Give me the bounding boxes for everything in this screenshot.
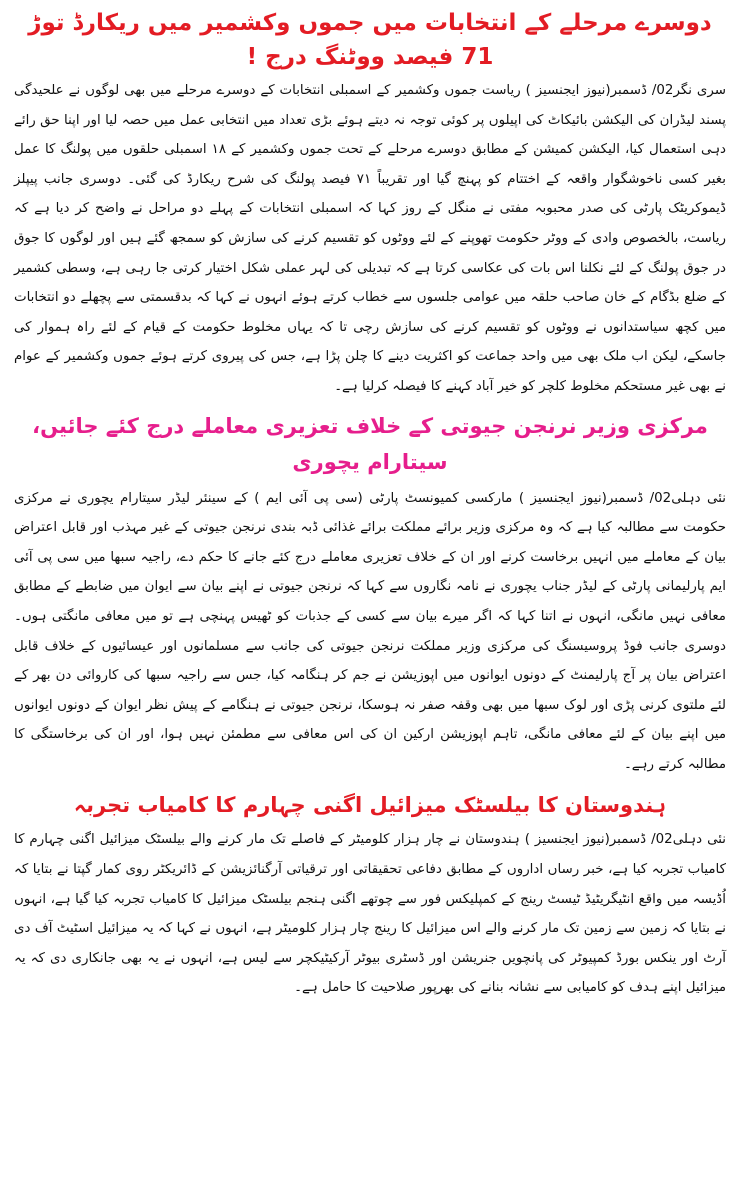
headline-election-jk: دوسرے مرحلے کے انتخابات میں جموں وکشمیر میں ریکارڈ توڑ 71 فیصد ووٹنگ درج ! xyxy=(28,10,712,70)
article-niranjan-jyoti xyxy=(14,408,726,780)
article-body-niranjan-jyoti: نئی دہلی02/ ڈسمبر(نیوز ایجنسیز ) مارکسی کمیونسٹ پارٹی (سی پی آئی ایم ) کے سینئر لیڈر سیتارام یچوری نے مرکزی حکومت سے مطالبہ کیا ہے کہ وہ مرکزی وزیر برائے مملکت برائے غذائی ڈبہ بندی نرنجن جیوتی کے غیر مہذب اور قابل اعتراض بیان کے معاملے میں انہیں برخاست کرنے اور ان کے خلاف تعزیری معاملے درج کئے جانے کا حکم دے، راجیہ سبھا میں سی پی آئی ایم پارلیمانی پارٹی کے لیڈر جناب یچوری نے نامہ نگاروں سے کہا کہ نرنجن جیوتی نے اپنے بیان سے ایوان میں ضابطے کے مطابق معافی نہیں مانگی، انہوں نے اتنا کہا کہ اگر میرے بیان سے کسی کے جذبات کو ٹھیس پہنچی ہے تو میں معافی مانگتی ہوں۔ دوسری جانب فوڈ پروسیسنگ کی مرکزی وزیر مملکت نرنجن جیوتی کی جانب سے مسلمانوں اور عیسائیوں کے خلاف قابل اعتراض بیان پر آج پارلیمنٹ کے دونوں ایوانوں میں اپوزیشن نے جم کر ہنگامہ کیا، جس سے راجیہ سبھا کی کاروائی دن بھر کے لئے ملتوی کرنی پڑی اور لوک سبھا میں بھی وقفہ صفر نہ ہوسکا، نرنجن جیوتی نے ہنگامے کے پیش نظر ایوان کے دونوں ایوانوں میں اپنے بیان کے لئے معافی مانگی، تاہم اپوزیشن ارکین ان کی اس معافی سے مطمئن نہیں ہوا، اور ان کی برخاستگی کا مطالبہ کرتے رہے۔ xyxy=(14,490,726,772)
article-agni-missile xyxy=(14,787,726,1003)
article-body-agni-missile: نئی دہلی02/ ڈسمبر(نیوز ایجنسیز ) ہندوستان نے چار ہزار کلومیٹر کے فاصلے تک مار کرنے والے بیلسٹک میزائیل اگنی چہارم کا کامیاب تجربہ کیا ہے، خبر رساں اداروں کے مطابق دفاعی تحقیقاتی اور ترقیاتی آرگنائزیشن کے ڈائریکٹر روی کمار گپتا نے بتایا کہ اُڈیسہ میں واقع انٹیگریٹیڈ ٹیسٹ رینج کے کمپلیکس فور سے چوتھے اگنی ہنجم بیلسٹک میزائیل کا کامیاب تجربہ کیا گیا ہے، انہوں نے بتایا کہ زمین سے زمین تک مار کرنے والے اس میزائیل کا رینج چار ہزار کلومیٹر ہے، انہوں نے کہا کہ یہ میزائیل اسٹیٹ آف دی آرٹ اور ینکس بورڈ کمپیوٹر کی پانچویں جنریشن اور ڈسٹری بیوٹر آرکیٹیکچر سے لیس ہے، انہوں نے یہ بھی جانکاری دی کہ یہ میزائیل اپنے ہدف کو کامیابی سے نشانہ بنانے کی بھرپور صلاحیت کا حامل ہے۔ xyxy=(14,832,726,996)
article-body-election-jk: سری نگر02/ ڈسمبر(نیوز ایجنسیز ) ریاست جموں وکشمیر کے اسمبلی انتخابات کے دوسرے مرحلے میں بھی لوگوں نے علحیدگی پسند لیڈران کی الیکشن بائیکاٹ کی اپیلوں پر کوئی توجہ نہ دیتے ہوئے بڑی تعداد میں انتخابی عمل میں حصہ لیا اور اپنا حق رائے دہی استعمال کیا، الیکشن کمیشن کے مطابق دوسرے مرحلے کے تحت جموں وکشمیر کے ۱۸ اسمبلی حلقوں میں پولنگ کا عمل بغیر کسی ناخوشگوار واقعہ کے اختتام کو پہنچ گیا اور تقریباً ۷۱ فیصد پولنگ کی شرح ریکارڈ کی گئی۔ دوسری جانب پیپلز ڈیموکریٹک پارٹی کی صدر محبوبہ مفتی نے منگل کے روز کہا کہ اسمبلی انتخابات کے پہلے دو مراحل نے واضح کر دیا ہے کہ ریاست، بالخصوص وادی کے ووٹر حکومت تھوپنے کے لئے ووٹوں کو تقسیم کرنے کی سازش کو سمجھ گئے ہیں اور لوگوں کا جوق در جوق پولنگ کے لئے نکلنا اس بات کی عکاسی کرتا ہے کہ تبدیلی کی لہر عملی شکل اختیار کرتی جا رہی ہے، وسطی کشمیر کے ضلع بڈگام کے خان صاحب حلقہ میں عوامی جلسوں سے خطاب کرتے ہوئے انہوں نے کہا کہ بدقسمتی سے پچھلے دو انتخابات میں کچھ سیاستدانوں نے ووٹوں کو تقسیم کرنے کی سازش رچی تا کہ یہاں مخلوط حکومت کے قیام کے لئے راہ ہموار کی جاسکے، لیکن اب ملک بھی میں واحد جماعت کو اکثریت دینے کا چلن پڑا ہے، جس کی پیروی کرتے ہوئے جموں وکشمیر کے عوام نے بھی غیر مستحکم مخلوط کلچر کو خیر آباد کہنے کا فیصلہ کرلیا ہے۔ xyxy=(14,83,727,394)
headline-agni-missile: ہندوستان کا بیلسٹک میزائیل اگنی چہارم کا کامیاب تجربہ xyxy=(73,793,667,818)
headline-niranjan-jyoti: مرکزی وزیر نرنجن جیوتی کے خلاف تعزیری معاملے درج کئے جائیں، سیتارام یچوری xyxy=(32,413,708,474)
article-election-jk xyxy=(14,6,726,402)
